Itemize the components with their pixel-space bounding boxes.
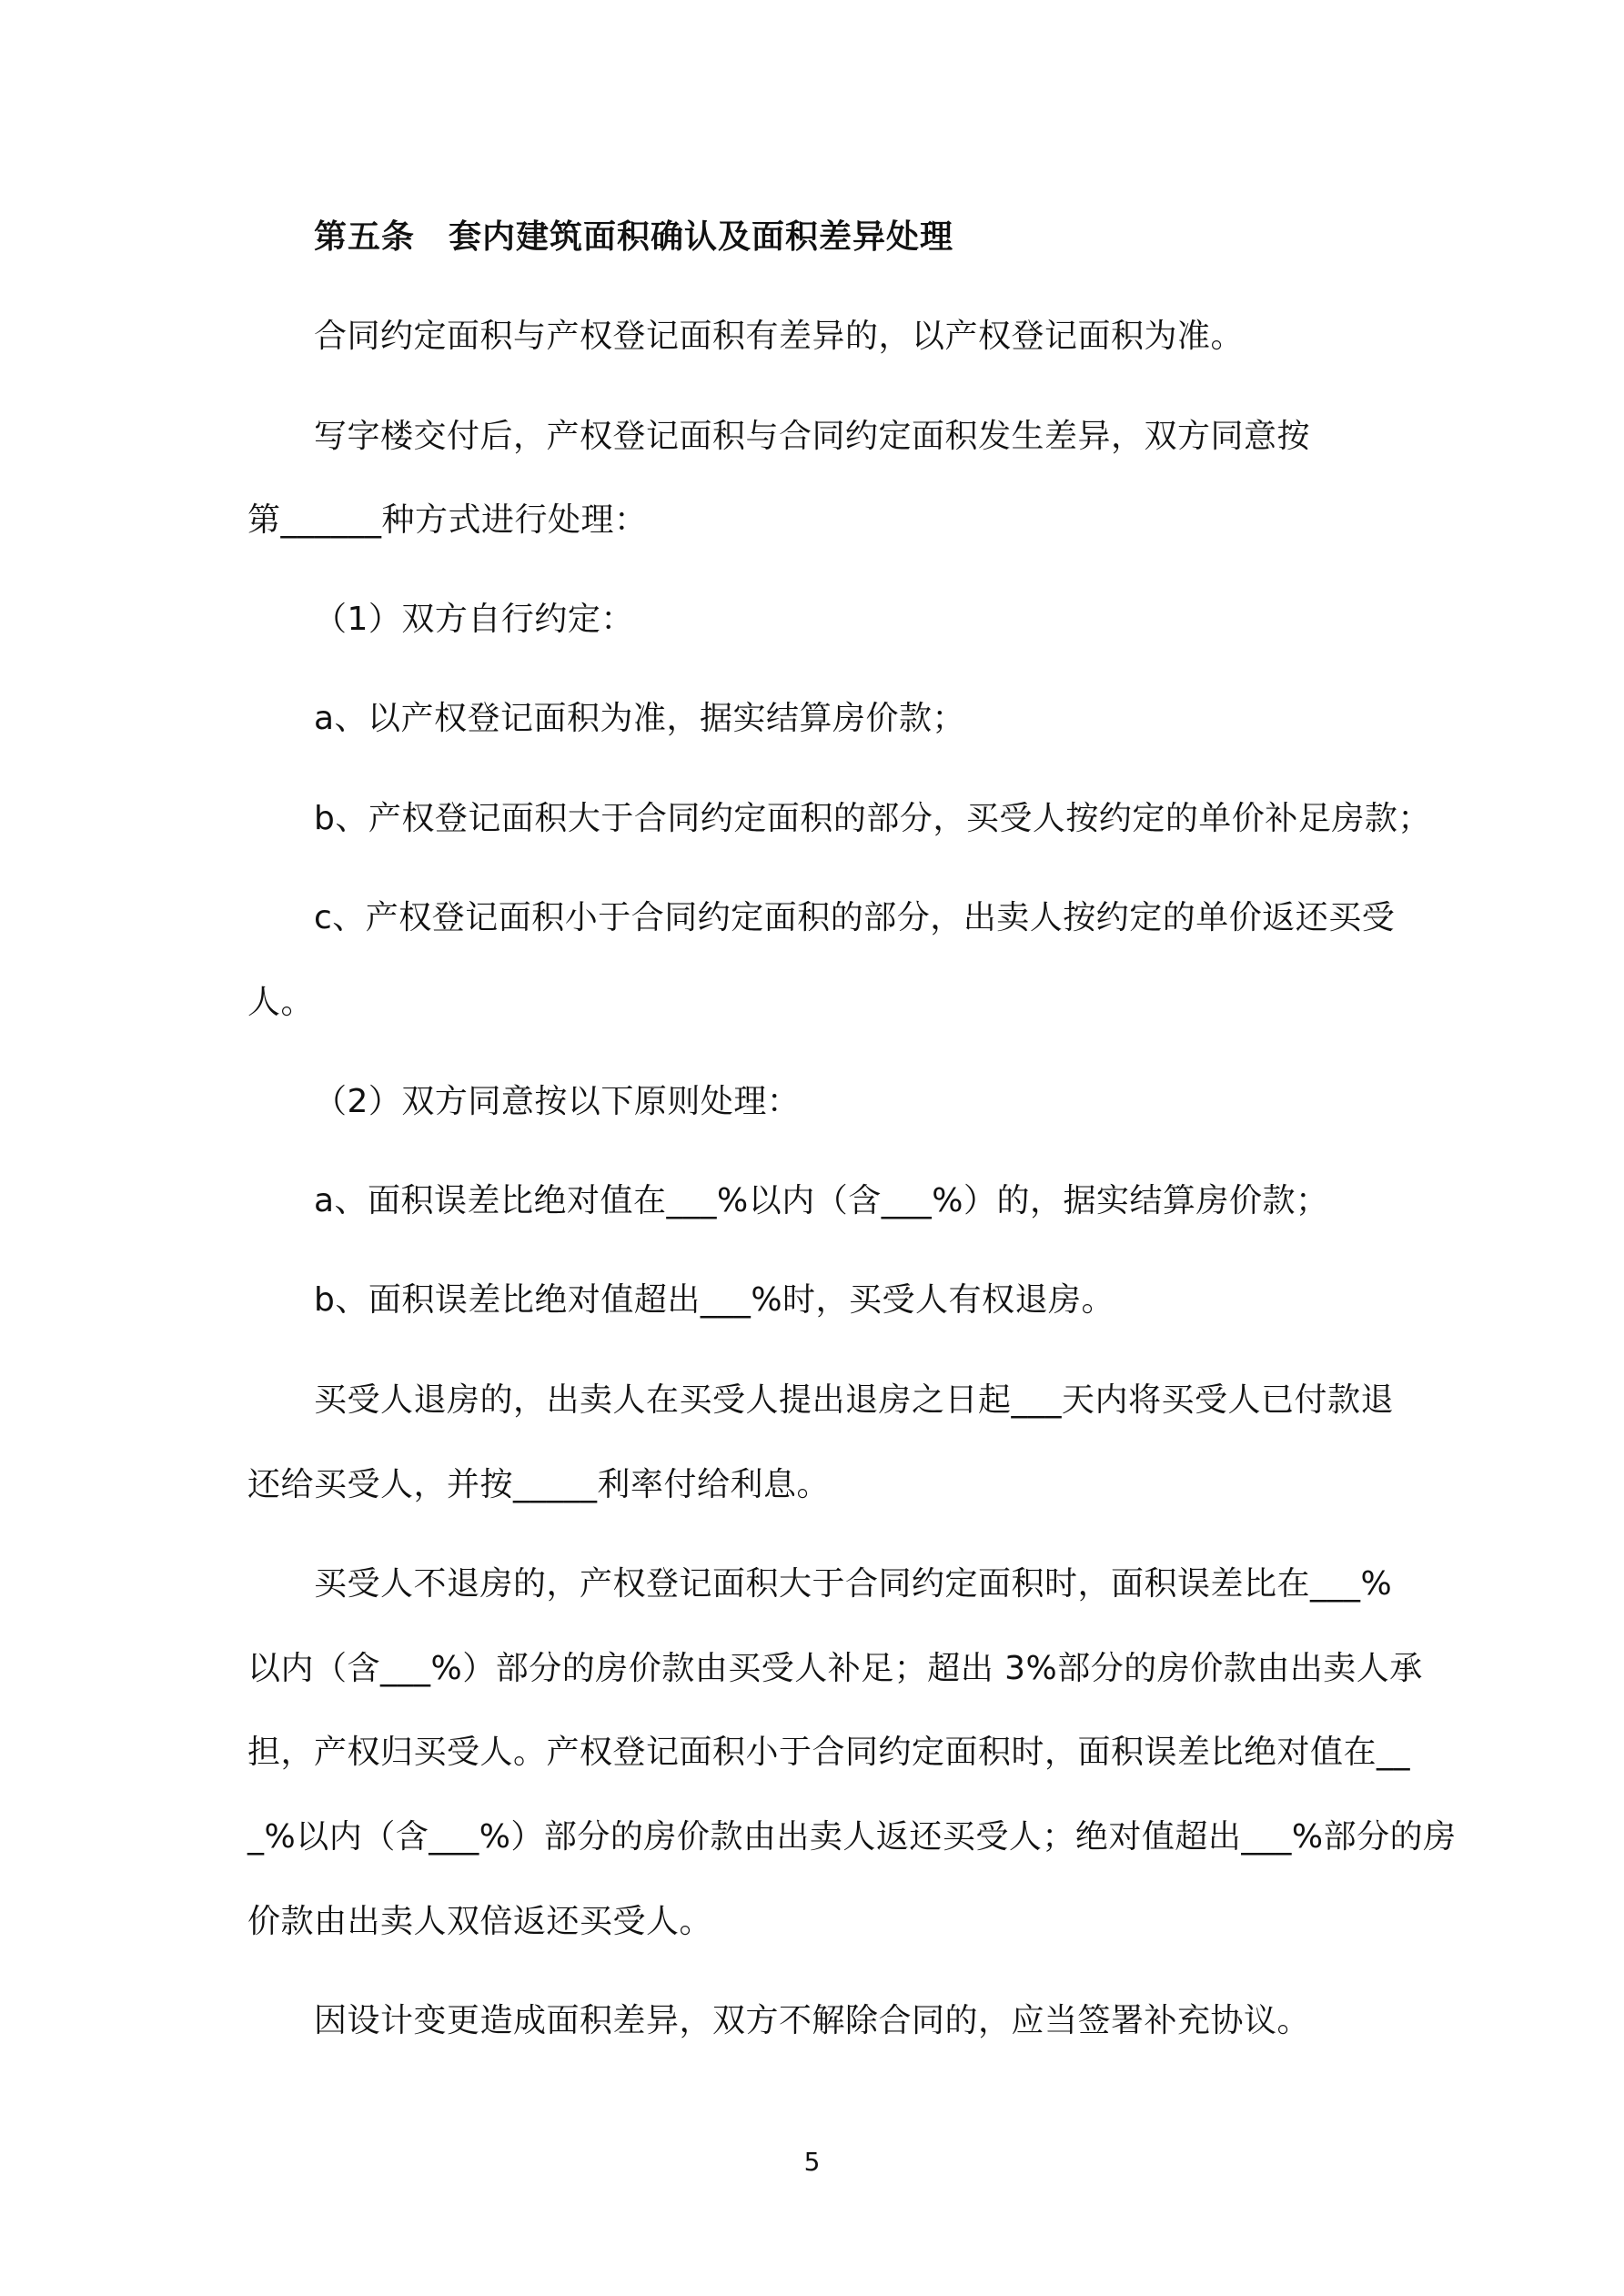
- paragraph-line: _%以内（含___%）部分的房价款由出卖人返还买受人；绝对值超出___%部分的房: [247, 1818, 1457, 1856]
- paragraph-line: 因设计变更造成面积差异，双方不解除合同的，应当签署补充协议。: [314, 2002, 1311, 2039]
- paragraph-line: b、产权登记面积大于合同约定面积的部分，买受人按约定的单价补足房款；: [314, 800, 1431, 837]
- paragraph-line: 还给买受人，并按_____利率付给利息。: [247, 1466, 831, 1503]
- paragraph-line: 买受人不退房的，产权登记面积大于合同约定面积时，面积误差比在___%: [314, 1565, 1393, 1603]
- paragraph-line: 合同约定面积与产权登记面积有差异的，以产权登记面积为准。: [314, 318, 1245, 355]
- paragraph-line: （2）双方同意按以下原则处理：: [314, 1083, 801, 1120]
- page-number: 5: [803, 2147, 821, 2177]
- paragraph-line: c、产权登记面积小于合同约定面积的部分，出卖人按约定的单价返还买受: [314, 899, 1396, 936]
- paragraph-line: b、面积误差比绝对值超出___%时，买受人有权退房。: [314, 1281, 1115, 1319]
- paragraph-line: 买受人退房的，出卖人在买受人提出退房之日起___天内将买受人已付款退: [314, 1381, 1395, 1419]
- paragraph-line: 以内（含___%）部分的房价款由买受人补足；超出 3%部分的房价款由出卖人承: [247, 1650, 1423, 1687]
- paragraph-line: （1）双方自行约定：: [314, 601, 634, 638]
- paragraph-line: 价款由出卖人双倍返还买受人。: [247, 1903, 713, 1940]
- paragraph-line: 写字楼交付后，产权登记面积与合同约定面积发生差异，双方同意按: [314, 418, 1311, 455]
- paragraph-line: 人。: [247, 984, 315, 1021]
- article-heading: 第五条 套内建筑面积确认及面积差异处理: [314, 218, 954, 256]
- paragraph-line: a、面积误差比绝对值在___%以内（含___%）的，据实结算房价款；: [314, 1182, 1329, 1219]
- paragraph-line: 担，产权归买受人。产权登记面积小于合同约定面积时，面积误差比绝对值在__: [247, 1734, 1411, 1771]
- paragraph-line: 第______种方式进行处理：: [247, 501, 648, 539]
- paragraph-line: a、以产权登记面积为准，据实结算房价款；: [314, 700, 966, 737]
